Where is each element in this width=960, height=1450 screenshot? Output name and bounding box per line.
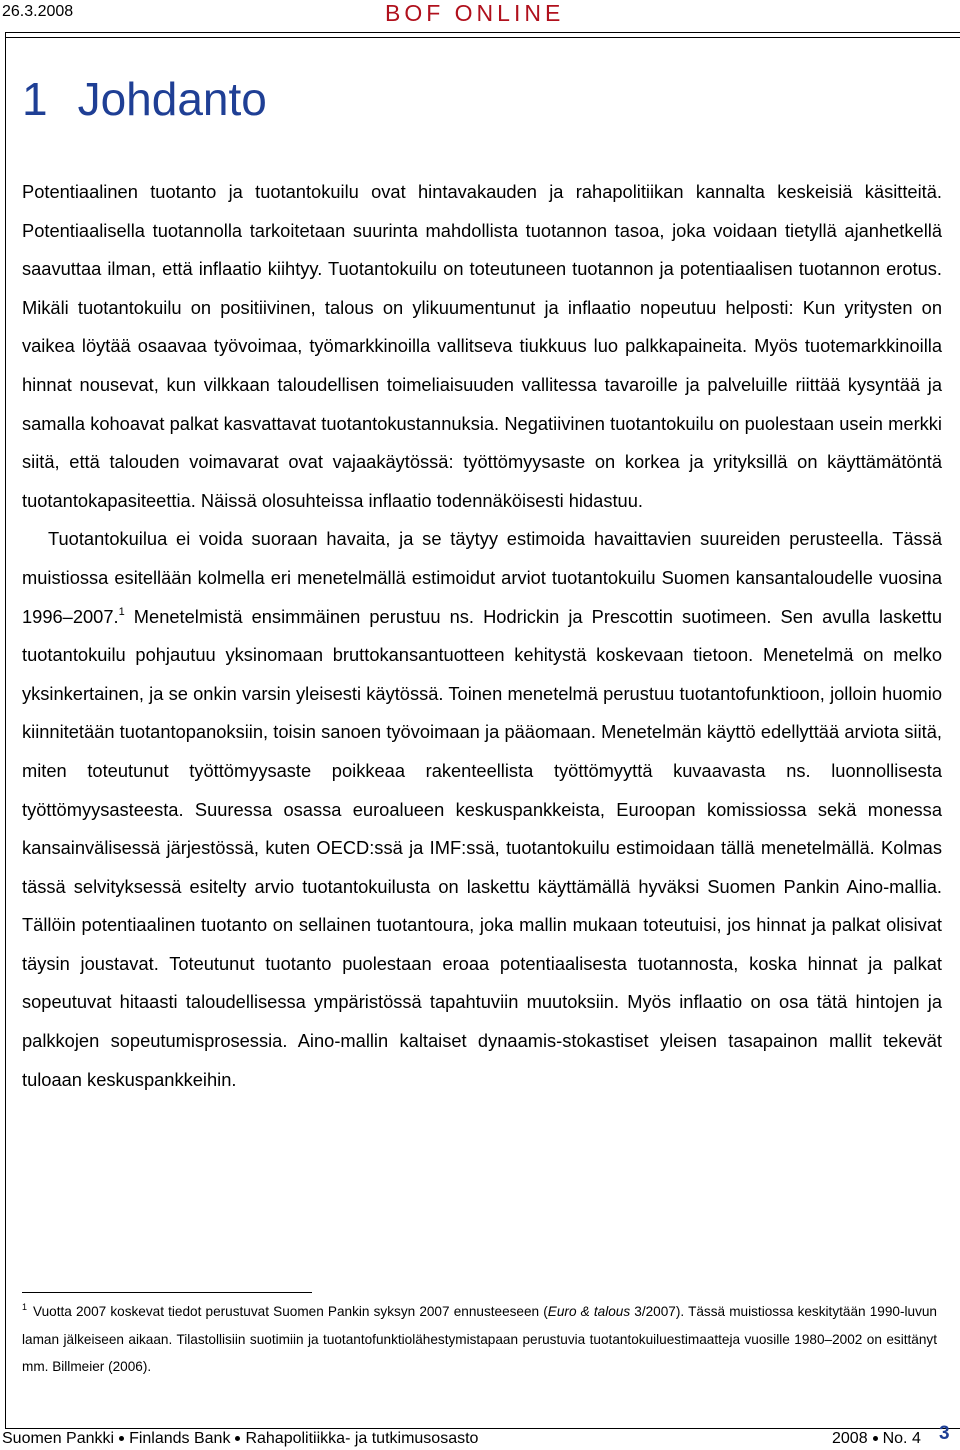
bullet-icon [235, 1436, 240, 1441]
footer-issue-number: No. 4 [882, 1430, 921, 1447]
bullet-icon [119, 1436, 124, 1441]
footnote-text-after: 3/2007). Tässä muistiossa keskitytään 1990-luvun laman jälkeiseen aikaan. Tilastollisiin suotimiin ja tuotantofunktiolähestymistapaan perustuvia tuotantokuiluestimaatteja vuosille 1980–2002 on esittänyt mm. Billmeier (2006). [22, 1304, 937, 1374]
header-rule [5, 32, 960, 33]
footer-department: Rahapolitiikka- ja tutkimusosasto [245, 1430, 479, 1447]
footnote-text-before: Vuotta 2007 koskevat tiedot perustuvat Suomen Pankin syksyn 2007 ennusteeseen ( [33, 1304, 548, 1319]
section-number: 1 [22, 73, 48, 125]
paragraph-2 [22, 520, 942, 1099]
section-heading [22, 72, 267, 126]
header-rule-secondary [5, 37, 960, 38]
footer-year: 2008 [832, 1430, 868, 1447]
section-title: Johdanto [77, 73, 267, 125]
footnote [22, 1298, 937, 1381]
bullet-icon [873, 1436, 878, 1441]
paragraph-2-part-2: Menetelmistä ensimmäinen perustuu ns. Hodrickin ja Prescottin suotimeen. Sen avulla laskettu tuotantokuilu pohjautuu yksinomaan bruttokansantuotteen kehitystä koskevaan tietoon. Menetelmä on melko yksinkertainen, ja se onkin varsin yleisesti käytössä. Toinen menetelmä perustuu tuotantofunktioon, jolloin huomio kiinnitetään tuotantopanoksiin, toisin sanoen työvoimaan ja pääomaan. Menetelmän käyttö edellyttää arviota siitä, miten toteutunut työttömyysaste poikkeaa rakenteellista työttömyyttä kuvaavasta ns. luonnollisesta työttömyysasteesta. Suuressa osassa euroalueen keskuspankkeista, Euroopan komissiossa sekä monessa kansainvälisessä järjestössä, kuten OECD:ssä ja IMF:ssä, tuotantokuilu estimoidaan tällä menetelmällä. Kolmas tässä selvityksessä esitelty arvio tuotantokuilusta on laskettu käyttämällä hyväksi Suomen Pankin Aino-mallia. Tällöin potentiaalinen tuotanto on sellainen tuotantoura, joka mallin mukaan toteutuisi, jos hinnat ja palkat olisivat täysin joustavat. Toteutunut tuotanto puolestaan eroaa potentiaalisesta tuotannosta, koska hinnat ja palkat sopeutuvat hitaasti taloudellisessa ympäristössä tapahtuviin muutoksiin. Myös inflaatio on osa tätä hintojen ja palkkojen sopeutumisprosessia. Aino-mallin kaltaiset dynaamis-stokastiset yleisen tasapainon mallit tekevät tuloaan keskuspankkeihin. [22, 605, 942, 1090]
footer-org-sv: Finlands Bank [129, 1430, 231, 1447]
footnote-reference[interactable]: 1 [118, 605, 125, 618]
footer-issue [832, 1430, 921, 1448]
footer-org-fi: Suomen Pankki [2, 1430, 115, 1447]
paragraph-2-part-1: Tuotantokuilua ei voida suoraan havaita, ja se täytyy estimoida havaittavien suureiden perusteella. Tässä muistiossa esitellään kolmella eri menetelmällä estimoidut arviot tuotantokuilu Suomen kansantaloudelle vuosina 1996–2007. [22, 528, 942, 627]
body-text [22, 173, 942, 1099]
header-title: BOF ONLINE [385, 0, 565, 26]
paragraph-1: Potentiaalinen tuotanto ja tuotantokuilu ovat hintavakauden ja rahapolitiikan kannalta keskeisiä käsitteitä. Potentiaalisella tuotannolla tarkoitetaan suurinta mahdollista tuotannon tasoa, joka voidaan tietyllä ajanhetkellä saavuttaa ilman, että inflaatio kiihtyy. Tuotantokuilu on toteutuneen tuotannon ja potentiaalisen tuotannon erotus. Mikäli tuotantokuilu on positiivinen, talous on ylikuumentunut ja inflaatio nopeutuu helposti: Kun yritysten on vaikea löytää osaavaa työvoimaa, työmarkkinoilla vallitseva tiukkuus luo palkkapaineita. Myös tuotemarkkinoilla hinnat nousevat, kun vilkkaan taloudellisen toimeliaisuuden vallitessa tavaroille ja palveluille riittää kysyntää ja samalla kohoavat palkat kasvattavat tuotantokustannuksia. Negatiivinen tuotantokuilu on puolestaan usein merkki siitä, että talouden voimavarat ovat vajaakäytössä: työttömyysaste on korkea ja yrityksillä on käyttämätöntä tuotantokapasiteettia. Näissä olosuhteissa inflaatio todennäköisesti hidastuu. [22, 181, 942, 511]
page-number: 3 [939, 1423, 950, 1444]
left-margin-rule [5, 32, 6, 1428]
footnote-publication: Euro & talous [547, 1304, 631, 1319]
footnote-number: 1 [22, 1302, 28, 1312]
footer-org-line [2, 1430, 478, 1448]
footer-rule [5, 1428, 960, 1429]
footnote-separator [22, 1292, 312, 1293]
header-date: 26.3.2008 [2, 3, 74, 20]
